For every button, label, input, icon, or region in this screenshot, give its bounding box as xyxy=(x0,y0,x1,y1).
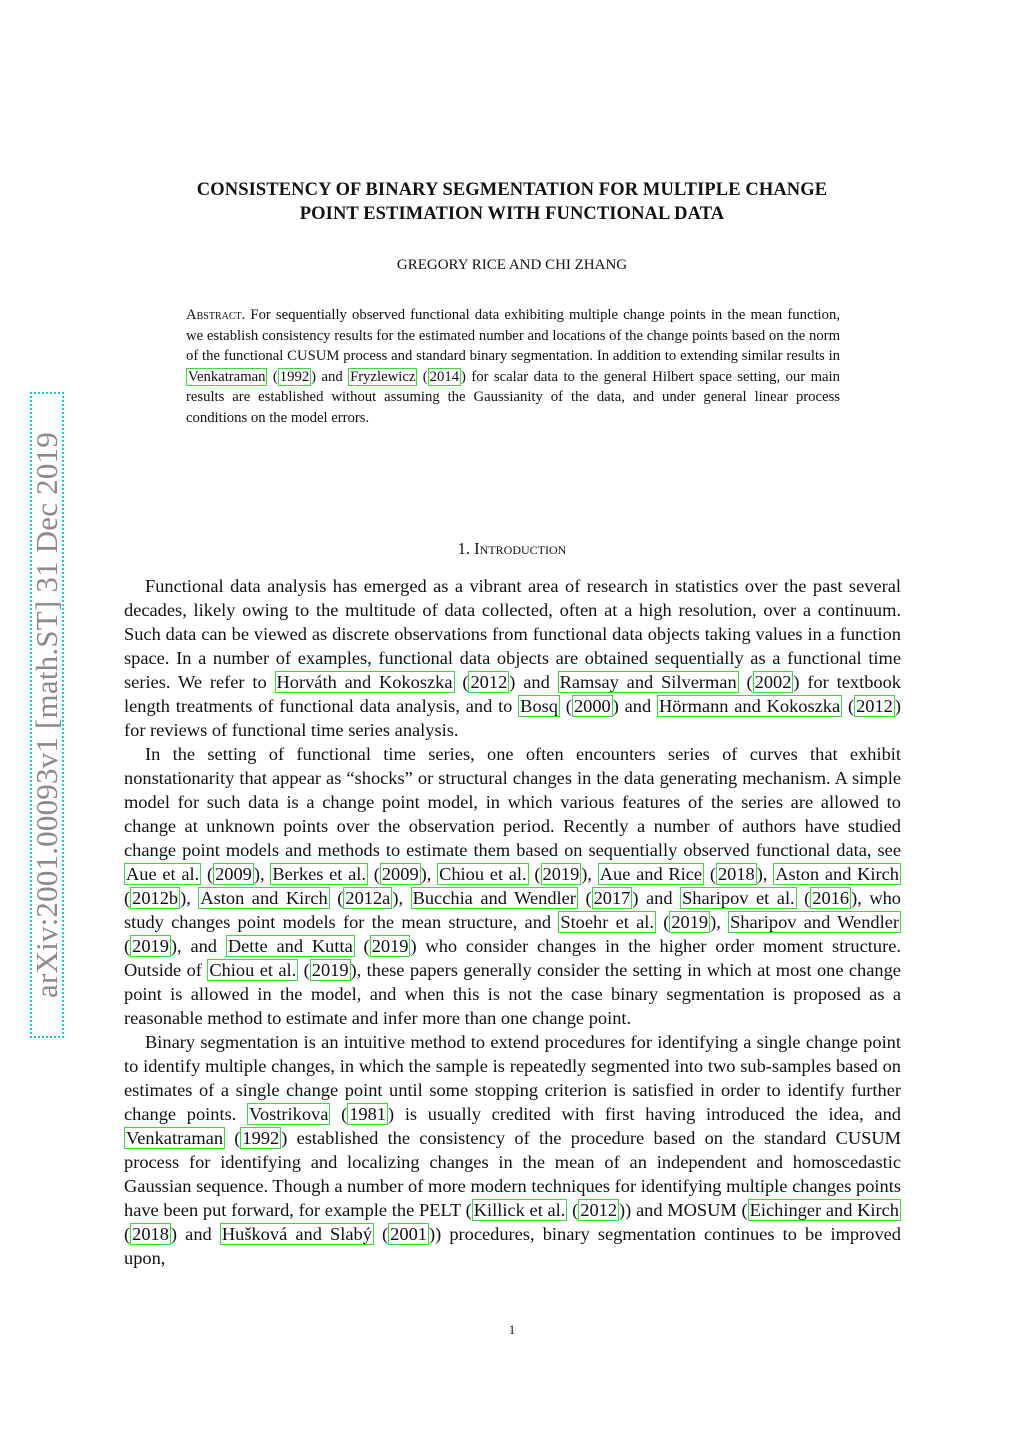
text-run: ), xyxy=(180,888,199,908)
abstract-label: Abstract. xyxy=(186,307,246,323)
text-run: ), xyxy=(253,864,271,884)
paragraph-3 xyxy=(124,1030,901,1270)
citation-link[interactable]: Aue et al. xyxy=(126,864,200,884)
citation-link[interactable]: Ramsay and Silverman xyxy=(559,672,737,692)
citation-year-link[interactable]: 2009 xyxy=(215,864,252,884)
citation-year-link[interactable]: 2016 xyxy=(812,888,850,908)
citation-year-link[interactable]: 2019 xyxy=(132,936,169,956)
text-run: ), xyxy=(420,864,438,884)
text-run: ) is usually credited with first having introduced the idea, and xyxy=(388,1104,901,1124)
abstract xyxy=(186,305,840,429)
abstract-text: ) for scalar data to the general Hilbert space setting, our main results are established without assuming the Gaussianity of the data, and under general linear process conditions on the model errors. xyxy=(186,368,840,426)
citation-link[interactable]: Hörmann and Kokoszka xyxy=(659,696,841,716)
citation-link[interactable]: Sharipov and Wendler xyxy=(730,912,900,932)
citation-year-link[interactable]: 2009 xyxy=(381,864,419,884)
citation-link[interactable]: Venkatraman xyxy=(188,368,266,385)
abstract-text: ( xyxy=(417,368,428,385)
paragraph-2 xyxy=(124,742,901,1030)
text-run: ( xyxy=(738,672,753,692)
text-run: ( xyxy=(124,888,131,908)
text-run: ( xyxy=(124,1224,131,1244)
text-run: ), who study changes point models for the mean structure, and xyxy=(124,888,901,932)
text-run: ( xyxy=(225,1128,241,1148)
text-run: ( xyxy=(368,864,380,884)
citation-link[interactable]: Chiou et al. xyxy=(439,864,527,884)
citation-year-link[interactable]: 2012b xyxy=(132,888,179,908)
paragraph-1 xyxy=(124,574,901,742)
citation-year-link[interactable]: 2019 xyxy=(371,936,409,956)
text-run: ) for reviews of functional time series analysis. xyxy=(124,696,901,740)
citation-year-link[interactable]: 2019 xyxy=(311,960,349,980)
text-run: ), xyxy=(581,864,598,884)
citation-link[interactable]: Stoehr et al. xyxy=(560,912,654,932)
text-run: ), xyxy=(392,888,411,908)
author-list: GREGORY RICE AND CHI ZHANG xyxy=(396,257,628,273)
text-run: ( xyxy=(298,960,310,980)
page-number: 1 xyxy=(508,1322,516,1337)
text-run: Binary segmentation is an intuitive method to extend procedures for identifying a single change point to identify multiple changes, in which the sample is repeatedly segmented into two sub-samples based on estimates of a single change point until some stopping criterion is satisfied in order to identify further change points. xyxy=(124,1032,901,1124)
citation-year-link[interactable]: 2018 xyxy=(717,864,755,884)
text-run: )) and MOSUM ( xyxy=(619,1200,748,1220)
citation-year-link[interactable]: 2018 xyxy=(132,1224,169,1244)
text-run: ( xyxy=(373,1224,389,1244)
text-run: ( xyxy=(655,912,670,932)
text-run: ), and xyxy=(170,936,226,956)
citation-year-link[interactable]: 2000 xyxy=(573,696,611,716)
citation-link[interactable]: Berkes et al. xyxy=(272,864,366,884)
citation-year-link[interactable]: 2012 xyxy=(470,672,508,692)
citation-year-link[interactable]: 1992 xyxy=(242,1128,280,1148)
text-run: ) and xyxy=(612,696,657,716)
citation-link[interactable]: Venkatraman xyxy=(126,1128,224,1148)
text-run: In the setting of functional time series, one often encounters series of curves that exhibit nonstationarity that appear as “shocks” or structural changes in the data generating mechanism. A simple model for such data is a change point model, in which various features of the series are allowed to change at unknown points over the observation period. Recently a number of authors have studied change point models and methods to estimate them based on sequentially observed functional data, see xyxy=(124,744,901,860)
text-run: ( xyxy=(329,888,344,908)
citation-link[interactable]: Killick et al. xyxy=(473,1200,566,1220)
citation-year-link[interactable]: 2002 xyxy=(754,672,792,692)
citation-link[interactable]: Bosq xyxy=(520,696,558,716)
citation-link[interactable]: Horváth and Kokoszka xyxy=(276,672,453,692)
title-line-1: CONSISTENCY OF BINARY SEGMENTATION FOR MULTIPLE CHANGE xyxy=(196,180,828,200)
citation-link[interactable]: Bucchia and Wendler xyxy=(412,888,576,908)
abstract-text: ) and xyxy=(311,368,349,385)
text-run: ( xyxy=(528,864,541,884)
text-run: )) procedures, binary segmentation continues to be improved upon, xyxy=(124,1224,901,1268)
text-run: ) established the consistency of the procedure based on the standard CUSUM process for identifying and localizing changes in the mean of an independent and homoscedastic Gaussian sequence. Though a number of more modern techniques for identifying multiple changes points have been put forward, for example the PELT ( xyxy=(124,1128,901,1220)
arxiv-sidebar-stamp[interactable] xyxy=(30,392,64,1038)
text-run: ) and xyxy=(170,1224,220,1244)
text-run: ), xyxy=(756,864,774,884)
citation-link[interactable]: Eichinger and Kirch xyxy=(749,1200,899,1220)
citation-year-link[interactable]: 1992 xyxy=(279,368,310,385)
arxiv-identifier: arXiv:2001.00093v1 [math.ST] 31 Dec 2019 xyxy=(29,432,64,998)
citation-year-link[interactable]: 1981 xyxy=(349,1104,386,1124)
citation-link[interactable]: Fryzlewicz xyxy=(350,368,416,385)
text-run: ( xyxy=(567,1200,579,1220)
text-run: ), xyxy=(710,912,729,932)
citation-year-link[interactable]: 2019 xyxy=(671,912,709,932)
text-run: ( xyxy=(354,936,370,956)
citation-year-link[interactable]: 2017 xyxy=(593,888,631,908)
section-title: Introduction xyxy=(474,539,567,558)
text-run: ) and xyxy=(509,672,558,692)
text-run: ( xyxy=(796,888,811,908)
citation-link[interactable]: Chiou et al. xyxy=(209,960,297,980)
text-run: ) who consider changes in the higher order moment structure. Outside of xyxy=(124,936,901,980)
body-text xyxy=(124,574,901,1270)
text-run: ) and xyxy=(632,888,681,908)
citation-year-link[interactable]: 2012a xyxy=(345,888,391,908)
text-run: ( xyxy=(201,864,214,884)
citation-link[interactable]: Dette and Kutta xyxy=(227,936,353,956)
abstract-text: For sequentially observed functional data exhibiting multiple change points in the mean function, we establish consistency results for the estimated number and locations of the change points based on the norm of the functional CUSUM process and standard binary segmentation. In addition to extending similar results in xyxy=(186,307,840,365)
paper-title xyxy=(124,178,900,226)
citation-link[interactable]: Aston and Kirch xyxy=(775,864,899,884)
text-run: ( xyxy=(842,696,855,716)
citation-link[interactable]: Aue and Rice xyxy=(599,864,703,884)
text-run: Functional data analysis has emerged as a vibrant area of research in statistics over the past several decades, likely owing to the multitude of data collected, often at a high resolution, over a continuum. Such data can be viewed as discrete observations from functional data objects taking values in a function space. In a number of examples, functional data objects are obtained sequentially as a functional time series. We refer to xyxy=(124,576,901,692)
text-run: ( xyxy=(704,864,716,884)
citation-link[interactable]: Hušková and Slabý xyxy=(221,1224,372,1244)
citation-year-link[interactable]: 2001 xyxy=(390,1224,427,1244)
text-run: ( xyxy=(330,1104,348,1124)
citation-year-link[interactable]: 2012 xyxy=(856,696,893,716)
text-run: ), these papers generally consider the setting in which at most one change point is allowed in the model, and when this is not the case binary segmentation is proposed as a reasonable method to estimate and infer more than one change point. xyxy=(124,960,901,1028)
citation-link[interactable]: Sharipov et al. xyxy=(682,888,795,908)
citation-link[interactable]: Vostrikova xyxy=(249,1104,329,1124)
text-run: ( xyxy=(454,672,469,692)
text-run: ( xyxy=(577,888,592,908)
citation-link[interactable]: Aston and Kirch xyxy=(200,888,328,908)
title-line-2: POINT ESTIMATION WITH FUNCTIONAL DATA xyxy=(299,204,725,224)
abstract-text: ( xyxy=(267,368,278,385)
section-number: 1. xyxy=(457,539,471,558)
citation-year-link[interactable]: 2019 xyxy=(542,864,580,884)
text-run: ( xyxy=(560,696,572,716)
citation-year-link[interactable]: 2012 xyxy=(580,1200,618,1220)
section-heading xyxy=(124,539,900,559)
text-run: ( xyxy=(124,936,131,956)
citation-year-link[interactable]: 2014 xyxy=(429,368,460,385)
text-run: ) for textbook length treatments of functional data analysis, and to xyxy=(124,672,901,716)
